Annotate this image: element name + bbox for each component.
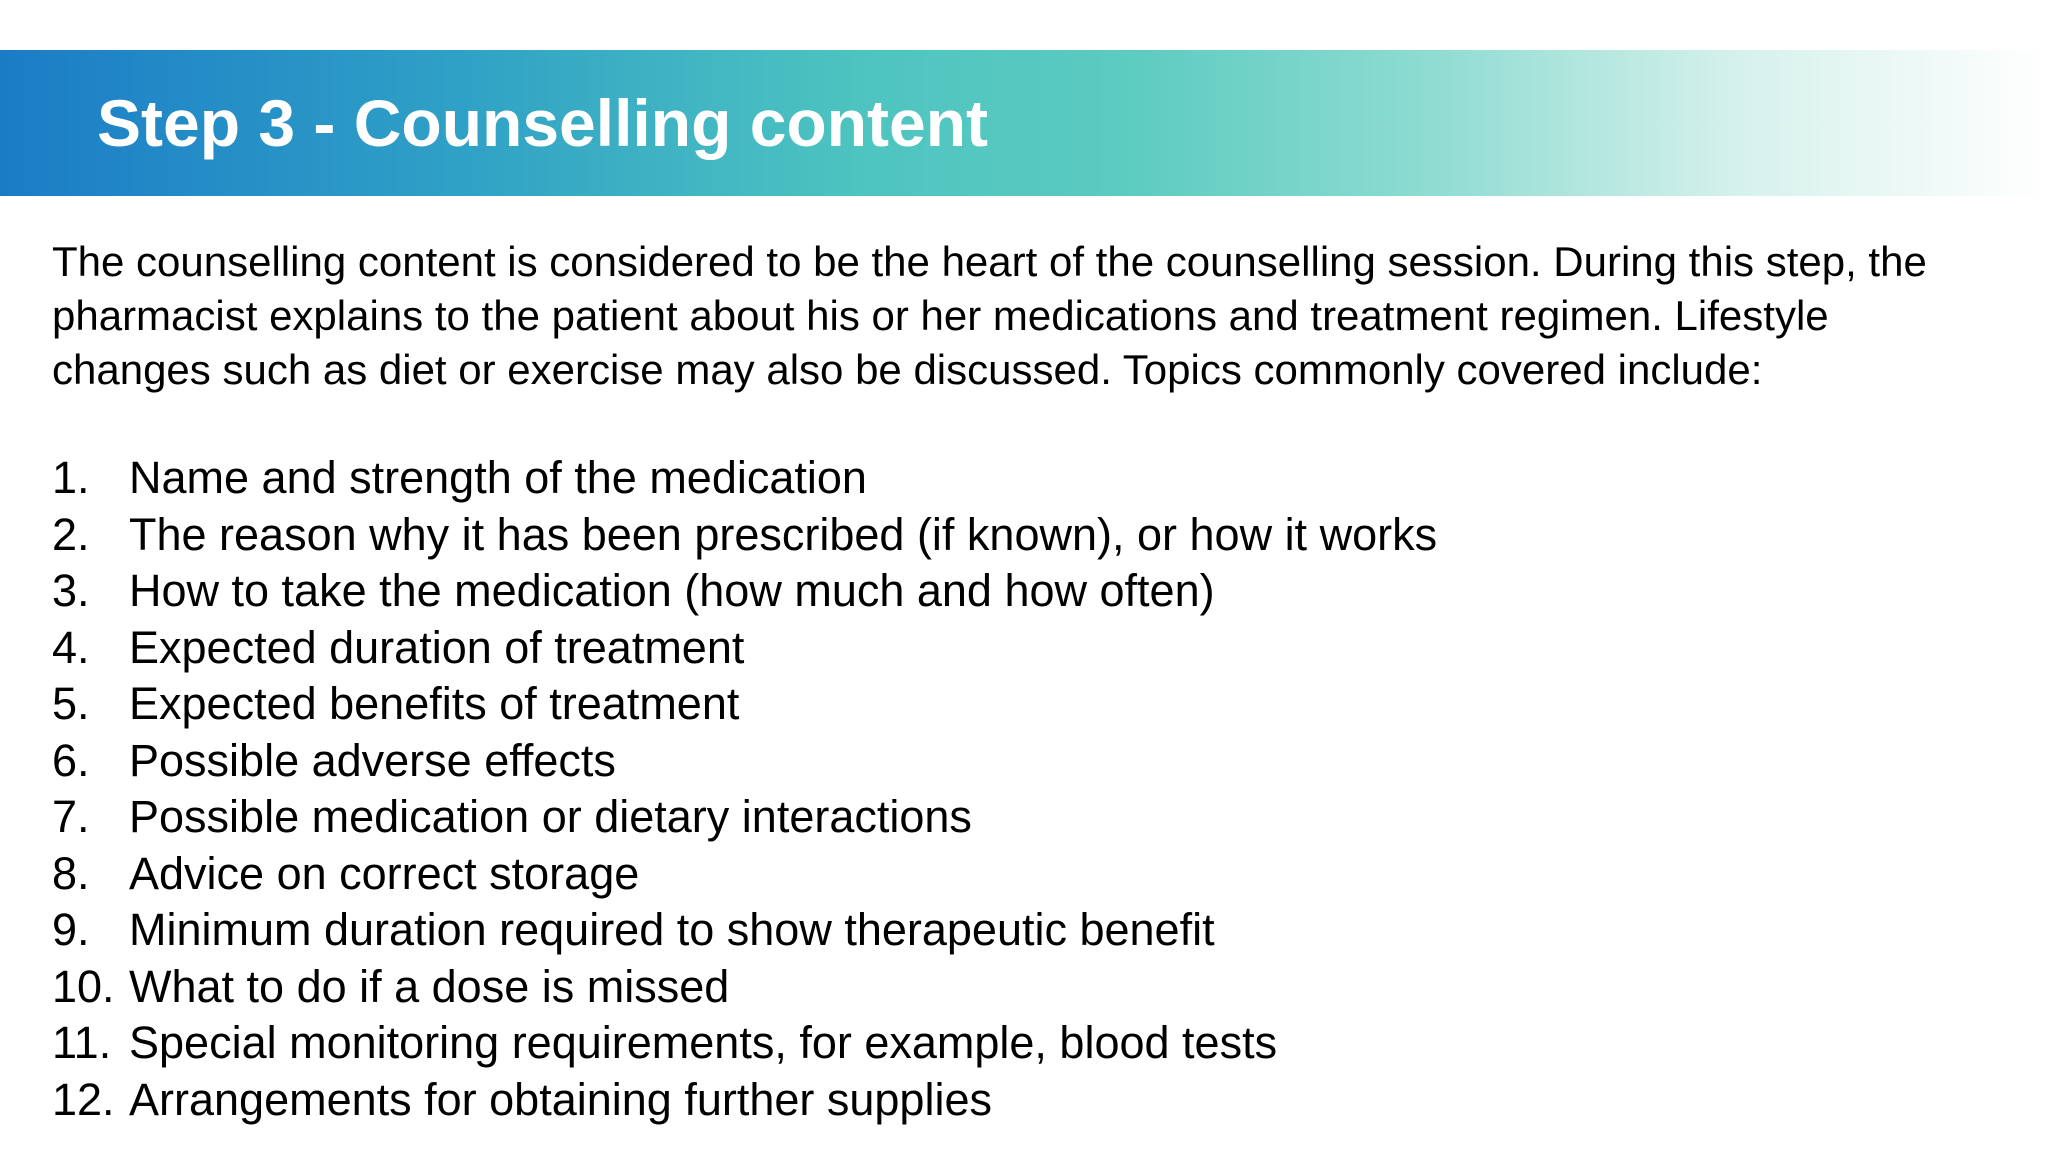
- list-item: [52, 1015, 1437, 1072]
- slide-title: Step 3 - Counselling content: [97, 86, 989, 160]
- list-number: 10.: [52, 960, 115, 1012]
- list-number: 12.: [52, 1073, 115, 1125]
- list-number: 8.: [52, 847, 90, 899]
- list-number: 1.: [52, 452, 90, 503]
- list-text: How to take the medication (how much and how often): [129, 565, 1215, 616]
- list-number: 9.: [52, 904, 90, 955]
- list-text: Advice on correct storage: [129, 847, 640, 899]
- list-item: [52, 676, 1437, 733]
- intro-paragraph: [52, 235, 2042, 397]
- list-text: Arrangements for obtaining further supplies: [129, 1073, 992, 1125]
- list-number: 11.: [52, 1017, 112, 1068]
- list-item: [52, 733, 1437, 790]
- list-item: [52, 507, 1437, 564]
- list-item: [52, 1072, 1437, 1129]
- list-number: 6.: [52, 734, 90, 786]
- list-item: [52, 450, 1437, 507]
- list-item: [52, 563, 1437, 620]
- intro-line: changes such as diet or exercise may also be discussed. Topics commonly covered include:: [52, 346, 1763, 393]
- list-number: 4.: [52, 621, 90, 673]
- list-text: Special monitoring requirements, for example, blood tests: [129, 1017, 1278, 1068]
- list-number: 7.: [52, 791, 90, 842]
- list-item: [52, 902, 1437, 959]
- topics-list: [52, 450, 1437, 1128]
- list-number: 5.: [52, 678, 90, 729]
- list-text: What to do if a dose is missed: [129, 960, 730, 1012]
- list-text: Expected duration of treatment: [129, 621, 745, 673]
- intro-line: The counselling content is considered to be the heart of the counselling session. During this step, the: [52, 238, 1927, 285]
- list-text: Name and strength of the medication: [129, 452, 867, 503]
- list-text: Minimum duration required to show therapeutic benefit: [129, 904, 1215, 955]
- list-item: [52, 789, 1437, 846]
- list-text: The reason why it has been prescribed (if known), or how it works: [129, 508, 1438, 560]
- list-number: 3.: [52, 565, 90, 616]
- list-number: 2.: [52, 508, 90, 560]
- list-item: [52, 846, 1437, 903]
- list-item: [52, 620, 1437, 677]
- list-item: [52, 959, 1437, 1016]
- list-text: Possible medication or dietary interactions: [129, 791, 972, 842]
- intro-line: pharmacist explains to the patient about his or her medications and treatment regimen. Lifestyle: [52, 292, 1829, 339]
- list-text: Expected benefits of treatment: [129, 678, 740, 729]
- list-text: Possible adverse effects: [129, 734, 616, 786]
